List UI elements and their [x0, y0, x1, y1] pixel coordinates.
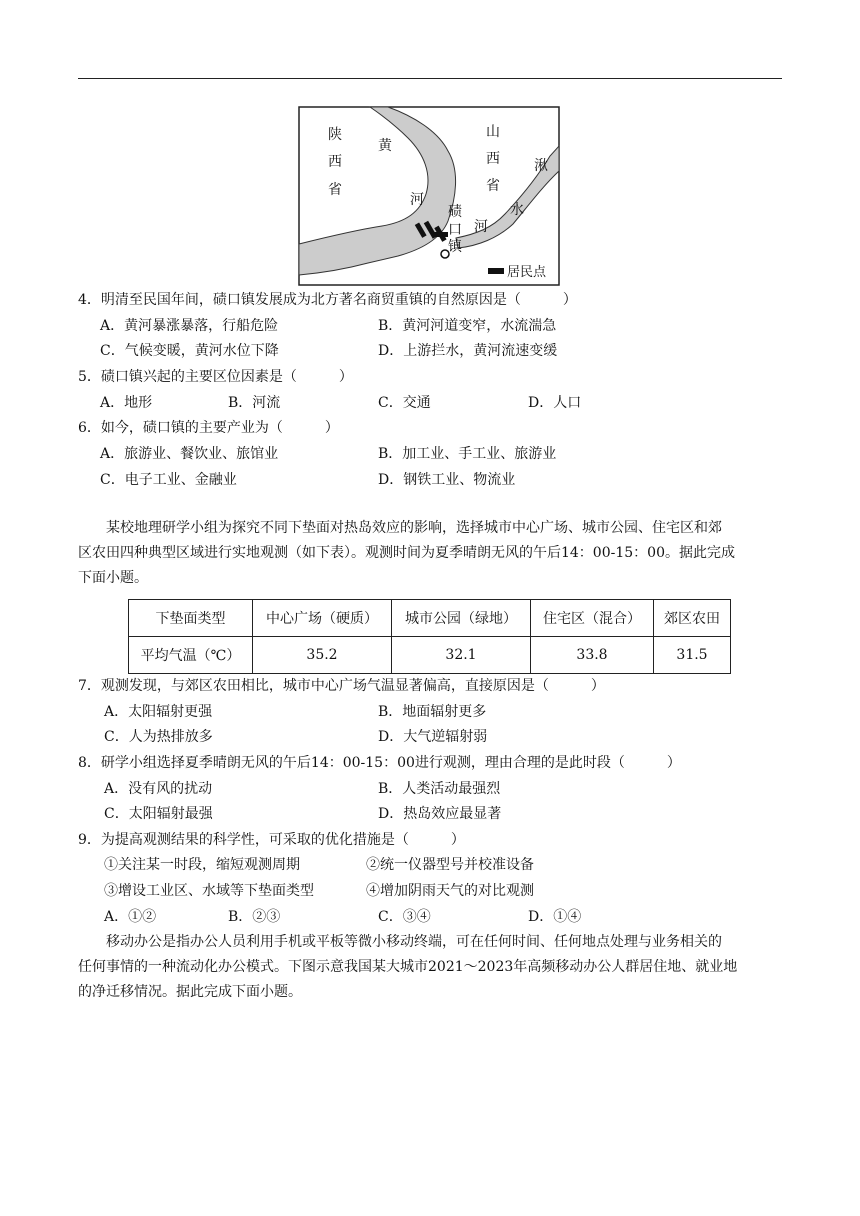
question-stem: 9．为提高观测结果的科学性，可采取的优化措施是（ ）	[78, 832, 465, 848]
option-a: A．地形	[100, 395, 153, 411]
option-d: D．上游拦水，黄河流速变缓	[378, 343, 558, 359]
option-c: C．人为热排放多	[104, 729, 213, 745]
option-a: A．太阳辐射更强	[104, 704, 213, 720]
map-label-shanxi: 省	[486, 178, 500, 194]
table-cell: 郊区农田	[654, 600, 731, 637]
option-d: D．人口	[528, 395, 582, 411]
option-b: B．黄河河道变窄，水流湍急	[378, 318, 557, 334]
option-a: A．旅游业、餐饮业、旅馆业	[100, 446, 279, 462]
table-cell: 31.5	[654, 637, 731, 674]
option-b: B．②③	[228, 909, 281, 925]
statement-item: ④增加阴雨天气的对比观测	[366, 883, 534, 899]
option-d: D．钢铁工业、物流业	[378, 472, 516, 488]
table-cell: 32.1	[392, 637, 531, 674]
option-d: D．大气逆辐射弱	[378, 729, 488, 745]
map-label-shaanxi: 陕	[328, 127, 342, 143]
table-cell: 35.2	[253, 637, 392, 674]
option-a: A．①②	[104, 909, 157, 925]
option-b: B．加工业、手工业、旅游业	[378, 446, 557, 462]
option-d: D．①④	[528, 909, 582, 925]
table-row	[129, 637, 731, 674]
intro-paragraph: 某校地理研学小组为探究不同下垫面对热岛效应的影响，选择城市中心广场、城市公园、住宅区和郊 区农田四种典型区域进行实地观测（如下表）。观测时间为夏季晴朗无风的午后14：00-15：00。据此完成 下面小题。	[78, 520, 735, 586]
statement-item: ①关注某一时段，缩短观测周期	[104, 857, 300, 873]
map-label-qiushui: 水	[510, 202, 524, 218]
table-cell: 城市公园（绿地）	[392, 600, 531, 637]
settlement-block	[432, 232, 448, 237]
question-stem: 7．观测发现，与郊区农田相比，城市中心广场气温显著偏高，直接原因是（ ）	[78, 678, 605, 694]
option-b: B．河流	[228, 395, 281, 411]
option-c: C．③④	[378, 909, 431, 925]
qikou-map	[298, 106, 560, 286]
option-b: B．人类活动最强烈	[378, 781, 501, 797]
statement-item: ②统一仪器型号并校准设备	[366, 857, 534, 873]
option-c: C．交通	[378, 395, 431, 411]
map-label-shaanxi: 西	[328, 154, 342, 170]
statement-item: ③增设工业区、水域等下垫面类型	[104, 883, 314, 899]
option-a: A．黄河暴涨暴落，行船危险	[100, 318, 279, 334]
option-c: C．电子工业、金融业	[100, 472, 237, 488]
question-stem: 5．碛口镇兴起的主要区位因素是（ ）	[78, 369, 353, 385]
table-cell: 下垫面类型	[129, 600, 253, 637]
option-c: C．气候变暖，黄河水位下降	[100, 343, 279, 359]
option-d: D．热岛效应最显著	[378, 806, 502, 822]
intro-paragraph: 移动办公是指办公人员利用手机或平板等微小移动终端，可在任何时间、任何地点处理与业务相关的 任何事情的一种流动化办公模式。下图示意我国某大城市2021～2023年高频移动办公人群居住地、就业地 的净迁移情况。据此完成下面小题。	[78, 934, 738, 1000]
option-b: B．地面辐射更多	[378, 704, 487, 720]
legend-settlement-icon	[488, 268, 504, 274]
question-stem: 8．研学小组选择夏季晴朗无风的午后14：00-15：00进行观测，理由合理的是此时段（ ）	[78, 755, 681, 771]
table-cell: 33.8	[531, 637, 654, 674]
map-label-yellow-river: 黄	[378, 138, 392, 154]
map-label-shanxi: 西	[486, 151, 500, 167]
map-label-town: 口	[448, 222, 462, 238]
option-a: A．没有风的扰动	[104, 781, 213, 797]
table-cell: 中心广场（硬质）	[253, 600, 392, 637]
map-label-yellow-river: 河	[410, 192, 424, 208]
table-cell: 平均气温（℃）	[129, 637, 253, 674]
map-label-shanxi: 山	[486, 124, 500, 140]
header-rule	[78, 78, 782, 79]
observation-table	[128, 599, 731, 674]
map-label-qiushui: 湫	[534, 158, 548, 174]
map-label-town: 镇	[448, 239, 462, 255]
map-legend-label: 居民点	[507, 265, 547, 280]
table-cell: 住宅区（混合）	[531, 600, 654, 637]
option-c: C．太阳辐射最强	[104, 806, 213, 822]
question-stem: 4．明清至民国年间，碛口镇发展成为北方著名商贸重镇的自然原因是（ ）	[78, 292, 577, 308]
map-label-shaanxi: 省	[328, 182, 342, 198]
map-label-yellow-river-lower: 河	[474, 219, 488, 235]
map-label-town: 碛	[448, 204, 462, 220]
table-row	[129, 600, 731, 637]
question-stem: 6．如今，碛口镇的主要产业为（ ）	[78, 420, 339, 436]
